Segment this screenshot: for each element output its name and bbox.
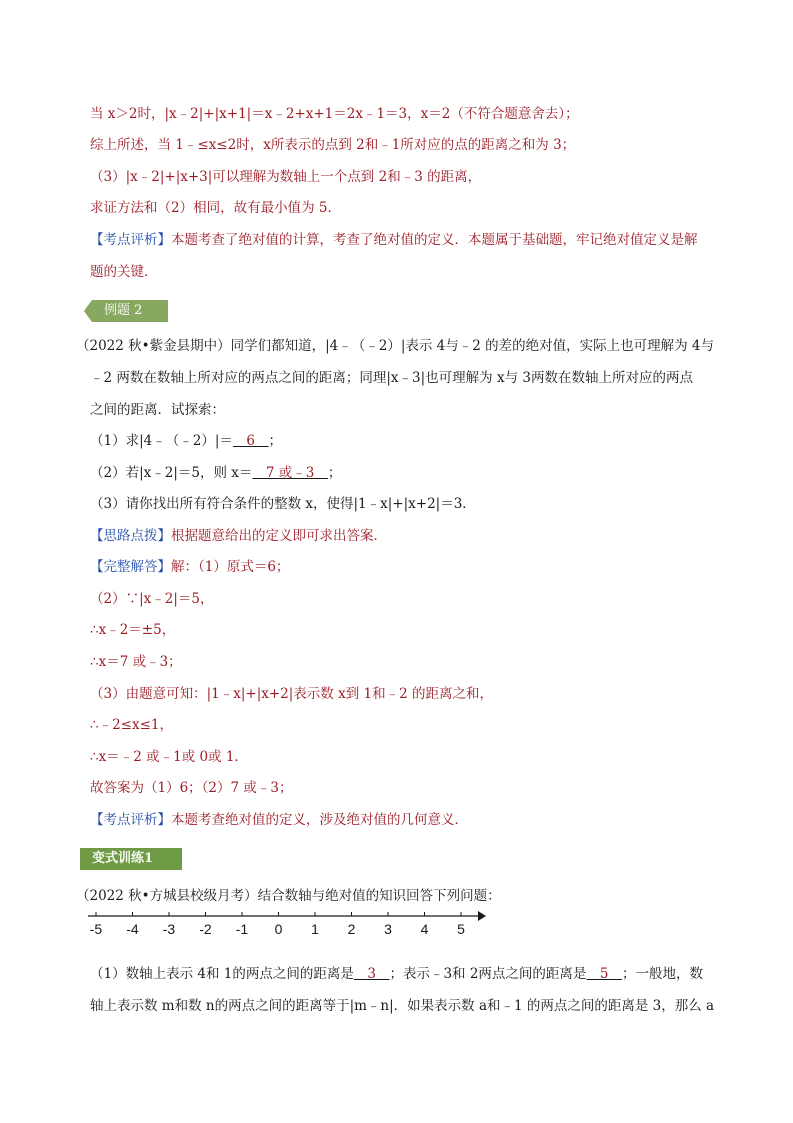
solution-step: （3）由题意可知：|1﹣x|+|x+2|表示数 x到 1和﹣2 的距离之和， <box>90 686 493 702</box>
evaluation-label: 【考点评析】 <box>90 812 171 828</box>
number-line-tick-label: 4 <box>420 921 429 937</box>
number-line-tick-label: -5 <box>89 921 103 937</box>
evaluation-line <box>90 230 698 250</box>
number-line-tick-label: -4 <box>126 921 139 937</box>
solution-step: 故答案为（1）6；（2）7 或﹣3； <box>90 780 293 796</box>
hint-line <box>90 526 387 546</box>
text-line: 当 x＞2时，|x﹣2|+|x+1|＝x﹣2+x+1＝2x﹣1＝3，x＝2（不符合题意舍去）； <box>90 106 579 122</box>
number-line-tick-label: 5 <box>457 921 465 937</box>
question-2-answer: 7 或﹣3 <box>252 465 328 481</box>
evaluation-text: 本题考查了绝对值的计算，考查了绝对值的定义．本题属于基础题，牢记绝对值定义是解 <box>171 232 698 248</box>
problem-line: ﹣2 两数在数轴上所对应的两点之间的距离；同理|x﹣3|也可理解为 x与 3两数在数轴上所对应的两点 <box>90 370 693 386</box>
sub-question-1-end: ；一般地，数 <box>622 966 704 982</box>
solution-step: ∴x＝﹣2 或﹣1或 0或 1． <box>90 749 248 765</box>
number-line-tick-label: -3 <box>162 921 176 937</box>
solution-label: 【完整解答】 <box>90 559 171 575</box>
problem-line: （2022 秋•紫金县期中）同学们都知道，|4﹣（﹣2）|表示 4与﹣2 的差的绝对值，实际上也可理解为 4与 <box>76 338 715 354</box>
evaluation-text: 本题考查绝对值的定义，涉及绝对值的几何意义． <box>171 812 468 828</box>
text-line: 综上所述，当 1﹣≤x≤2时，x所表示的点到 2和﹣1所对应的点的距离之和为 3； <box>90 137 576 153</box>
hint-label: 【思路点拨】 <box>90 528 171 544</box>
sub-question-1-answer-1: 3 <box>353 966 390 982</box>
number-line-tick-label: 0 <box>274 921 283 937</box>
number-line-tick-label: -2 <box>199 921 212 937</box>
solution-step: ∴x﹣2＝±5， <box>90 622 176 638</box>
question-2-end: ； <box>327 465 342 481</box>
solution-line <box>90 557 289 577</box>
solution-step: （2）∵|x﹣2|＝5， <box>90 591 214 607</box>
evaluation-line <box>90 810 468 830</box>
example-tag-label: 例题 2 <box>104 303 143 318</box>
text-line: 题的关键． <box>90 264 158 280</box>
text-line: 求证方法和（2）相同，故有最小值为 5． <box>90 200 341 216</box>
solution-text: 解：（1）原式＝6； <box>171 559 290 575</box>
arrow-icon <box>478 911 486 921</box>
problem-line: 之间的距离．试探索： <box>90 402 225 418</box>
hint-text: 根据题意给出的定义即可求出答案． <box>171 528 387 544</box>
question-1-end: ； <box>268 433 282 449</box>
sub-question-1-text: （1）数轴上表示 4和 1的两点之间的距离是 <box>90 966 354 982</box>
question-3: （3）请你找出所有符合条件的整数 x，使得|1﹣x|+|x+2|＝3． <box>90 496 476 512</box>
question-1-text: （1）求|4﹣（﹣2）|＝ <box>90 433 233 449</box>
variant-training-label: 变式训练1 <box>92 851 154 866</box>
question-1 <box>90 431 282 451</box>
solution-step: ∴x＝7 或﹣3； <box>90 654 182 670</box>
example-tag <box>92 300 168 322</box>
number-line <box>86 900 486 946</box>
number-line-tick-label: 3 <box>384 921 392 937</box>
tag-notch <box>84 300 92 322</box>
number-line-tick-label: 2 <box>347 921 356 937</box>
question-2 <box>90 463 341 483</box>
text-line: （3）|x﹣2|+|x+3|可以理解为数轴上一个点到 2和﹣3 的距离， <box>90 169 482 185</box>
question-1-answer: 6 <box>232 433 269 449</box>
question-2-text: （2）若|x﹣2|＝5，则 x＝ <box>90 465 253 481</box>
sub-question-1 <box>90 964 703 984</box>
variant-training-tag <box>80 848 182 870</box>
evaluation-label: 【考点评析】 <box>90 232 171 248</box>
problem-line: （2022 秋•方城县校级月考）结合数轴与绝对值的知识回答下列问题： <box>76 888 501 904</box>
sub-question-1-cont: 轴上表示数 m和数 n的两点之间的距离等于|m﹣n|．如果表示数 a和﹣1 的两点之间的距离是 3，那么 a <box>90 998 715 1014</box>
sub-question-1-answer-2: 5 <box>586 966 623 982</box>
number-line-tick-label: 1 <box>311 921 319 937</box>
sub-question-1-mid: ；表示﹣3和 2两点之间的距离是 <box>389 966 587 982</box>
number-line-tick-label: -1 <box>235 921 249 937</box>
solution-step: ∴﹣2≤x≤1， <box>90 717 174 733</box>
